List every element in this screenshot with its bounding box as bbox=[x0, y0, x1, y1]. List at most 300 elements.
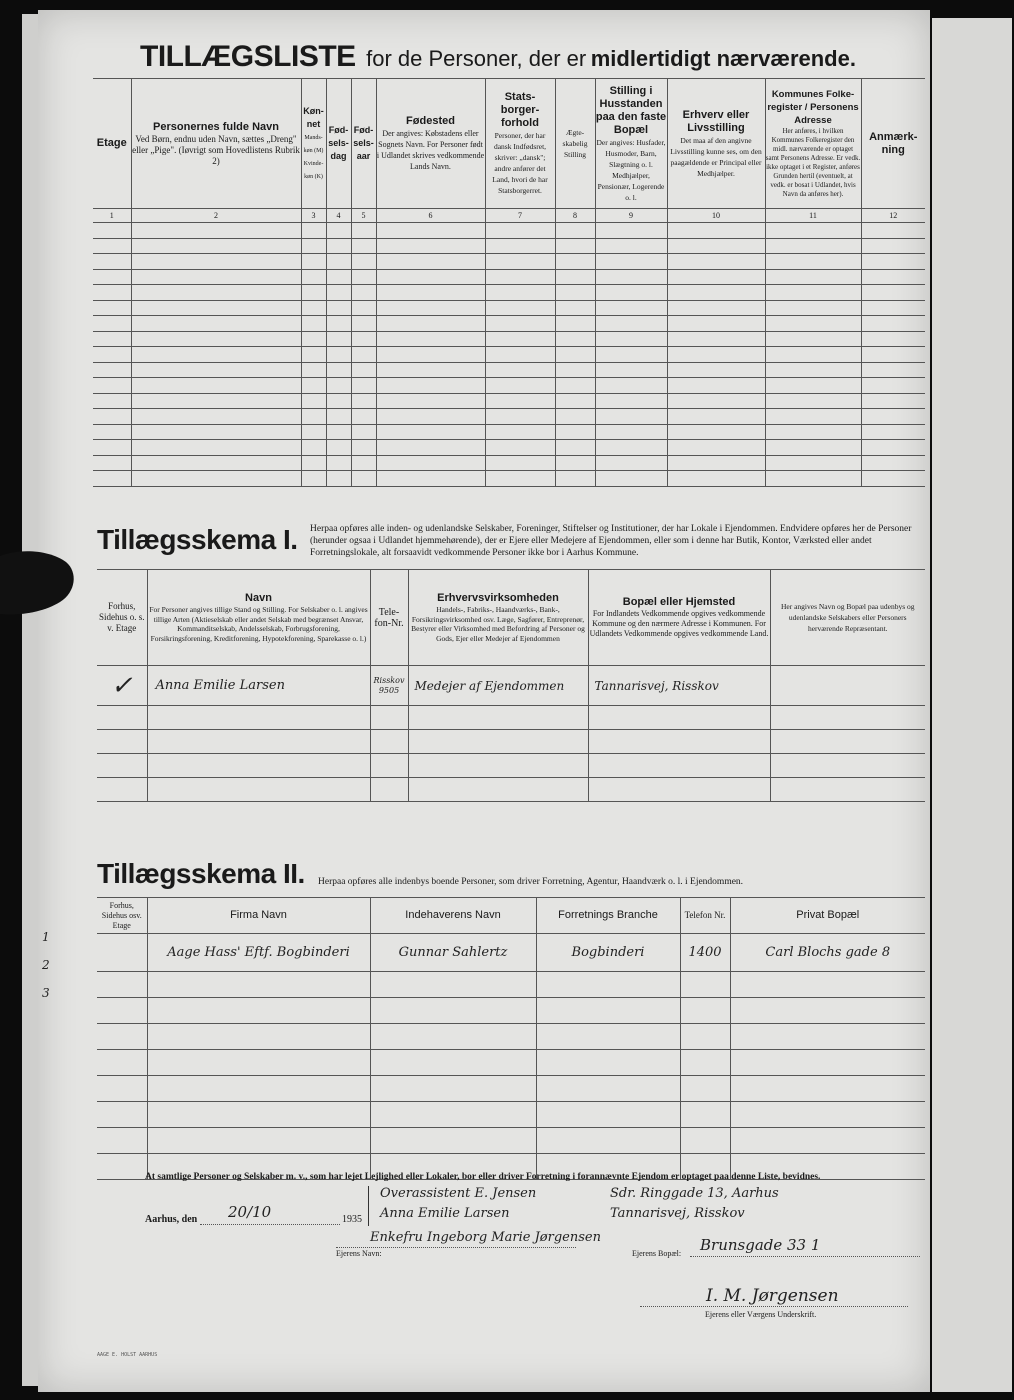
table-row bbox=[93, 424, 925, 440]
margin-mark: 3 bbox=[42, 986, 50, 1000]
table-cell bbox=[765, 223, 861, 239]
table-cell bbox=[351, 362, 376, 378]
skema1-erhverv-cell: Medejer af Ejendommen bbox=[408, 666, 588, 706]
table-cell bbox=[351, 269, 376, 285]
table-cell bbox=[376, 269, 485, 285]
table-row bbox=[93, 285, 925, 301]
col-number: 5 bbox=[351, 209, 376, 223]
table-cell bbox=[667, 254, 765, 270]
table-cell bbox=[376, 347, 485, 363]
table-cell bbox=[131, 440, 301, 456]
skema1-title: Tillægsskema I. bbox=[97, 524, 298, 555]
form-title-main: TILLÆGSLISTE bbox=[140, 40, 356, 73]
table-row bbox=[93, 223, 925, 239]
table-cell bbox=[97, 1050, 147, 1076]
table-cell bbox=[765, 424, 861, 440]
signatory-1: Overassistent E. Jensen bbox=[380, 1186, 537, 1201]
table-cell bbox=[730, 972, 925, 998]
table-cell bbox=[351, 223, 376, 239]
skema1-header bbox=[97, 570, 925, 666]
table-cell bbox=[408, 778, 588, 802]
form-title bbox=[140, 40, 900, 74]
table-cell bbox=[301, 424, 326, 440]
form-title-rest-bold: midlertidigt nærværende. bbox=[590, 46, 856, 71]
table-cell bbox=[301, 238, 326, 254]
col-number: 8 bbox=[555, 209, 595, 223]
table-cell bbox=[93, 300, 131, 316]
table-cell bbox=[131, 424, 301, 440]
skema1-col-header: Tele-fon-Nr. bbox=[370, 570, 408, 666]
table-row bbox=[93, 331, 925, 347]
table-cell bbox=[667, 440, 765, 456]
table-cell bbox=[147, 706, 370, 730]
skema2-telefon-cell: 1400 bbox=[680, 934, 730, 972]
table-cell bbox=[485, 223, 555, 239]
table-cell bbox=[680, 1128, 730, 1154]
table-cell bbox=[555, 455, 595, 471]
skema1-navn-cell: Anna Emilie Larsen bbox=[147, 666, 370, 706]
table-cell bbox=[730, 998, 925, 1024]
table-cell bbox=[147, 778, 370, 802]
table-cell bbox=[376, 440, 485, 456]
table-cell bbox=[861, 316, 925, 332]
table-cell bbox=[861, 393, 925, 409]
table-cell bbox=[667, 362, 765, 378]
skema1-col-header: Navn For Personer angives tillige Stand og Stilling. For Selskaber o. l. angives tillige Arten (Aktieselskab eller andet Selskab med begrænset Ansvar, Kommanditselskab, Andelsselskab, Forbrugsforening, Forsikringsforening, Kreditforening, Hypotekforening, Sparekasse o. l.) bbox=[147, 570, 370, 666]
table-cell bbox=[147, 730, 370, 754]
table-cell bbox=[555, 440, 595, 456]
table-cell bbox=[536, 1024, 680, 1050]
table-cell bbox=[326, 269, 351, 285]
table-cell bbox=[376, 471, 485, 487]
skema2-branche-cell: Bogbinderi bbox=[536, 934, 680, 972]
table-cell bbox=[555, 331, 595, 347]
table-cell bbox=[131, 254, 301, 270]
table-cell bbox=[555, 424, 595, 440]
table-cell bbox=[351, 300, 376, 316]
table-cell bbox=[595, 316, 667, 332]
table-cell bbox=[667, 471, 765, 487]
table-cell bbox=[730, 1050, 925, 1076]
table-cell bbox=[555, 238, 595, 254]
table-cell bbox=[370, 998, 536, 1024]
col-number: 4 bbox=[326, 209, 351, 223]
table-row bbox=[97, 934, 925, 972]
table-cell bbox=[351, 238, 376, 254]
table-cell bbox=[536, 1128, 680, 1154]
table-cell bbox=[351, 424, 376, 440]
footer-year: 1935 bbox=[342, 1214, 362, 1225]
table-cell bbox=[667, 331, 765, 347]
table-row bbox=[93, 316, 925, 332]
table-cell bbox=[351, 285, 376, 301]
table-cell bbox=[301, 331, 326, 347]
table-cell bbox=[667, 223, 765, 239]
table-cell bbox=[861, 347, 925, 363]
table-cell bbox=[485, 331, 555, 347]
table-cell bbox=[131, 393, 301, 409]
table-cell bbox=[555, 285, 595, 301]
table-cell bbox=[351, 471, 376, 487]
table-cell bbox=[861, 471, 925, 487]
table-cell bbox=[765, 471, 861, 487]
table-row bbox=[93, 471, 925, 487]
table-cell bbox=[131, 316, 301, 332]
table-cell bbox=[765, 378, 861, 394]
table-cell bbox=[595, 471, 667, 487]
table-cell bbox=[326, 331, 351, 347]
table-row bbox=[93, 269, 925, 285]
skema1-col-header: Bopæl eller Hjemsted For Indlandets Vedkommende opgives vedkommende Kommune og den nærmere Adresse i Kommunen. For Udlandets Vedkommende opgives vedkommende Land. bbox=[588, 570, 770, 666]
table-cell bbox=[147, 754, 370, 778]
table-cell bbox=[765, 347, 861, 363]
table-cell bbox=[370, 706, 408, 730]
table-cell bbox=[370, 1024, 536, 1050]
table-cell bbox=[765, 440, 861, 456]
table-cell bbox=[376, 223, 485, 239]
col-number: 9 bbox=[595, 209, 667, 223]
table-cell bbox=[588, 730, 770, 754]
col-number: 1 bbox=[93, 209, 131, 223]
table-cell bbox=[376, 409, 485, 425]
table-cell bbox=[667, 455, 765, 471]
table-cell bbox=[485, 285, 555, 301]
table-cell bbox=[555, 347, 595, 363]
table-cell bbox=[131, 362, 301, 378]
table-cell bbox=[376, 393, 485, 409]
skema2-col-header: Privat Bopæl bbox=[730, 898, 925, 934]
table-cell bbox=[485, 424, 555, 440]
table-cell bbox=[595, 409, 667, 425]
table-cell bbox=[680, 1050, 730, 1076]
table-cell bbox=[326, 424, 351, 440]
table-cell bbox=[93, 393, 131, 409]
table-cell bbox=[93, 316, 131, 332]
table-cell bbox=[351, 378, 376, 394]
table-cell bbox=[376, 285, 485, 301]
table-cell bbox=[147, 972, 370, 998]
table-cell bbox=[93, 424, 131, 440]
table-cell bbox=[861, 254, 925, 270]
main-col-header: Anmærk-ning bbox=[861, 79, 925, 209]
brace-mark bbox=[368, 1186, 375, 1226]
table-cell bbox=[376, 378, 485, 394]
table-cell bbox=[147, 1102, 370, 1128]
skema2-col-header: Forretnings Branche bbox=[536, 898, 680, 934]
table-cell bbox=[861, 285, 925, 301]
table-cell bbox=[680, 1024, 730, 1050]
owner-address-line bbox=[690, 1256, 920, 1257]
table-cell bbox=[301, 347, 326, 363]
table-row bbox=[97, 1102, 925, 1128]
table-cell bbox=[301, 362, 326, 378]
margin-mark: 1 bbox=[42, 930, 50, 944]
signature-label: Ejerens eller Værgens Underskrift. bbox=[705, 1310, 817, 1319]
margin-mark: 2 bbox=[42, 958, 50, 972]
table-cell bbox=[301, 455, 326, 471]
skema2-intro: Herpaa opføres alle indenbys boende Personer, som driver Forretning, Agentur, Haandværk o. l. i Ejendommen. bbox=[318, 877, 744, 887]
table-row bbox=[93, 238, 925, 254]
main-col-header: Kommunes Folke-register / Personens Adresse Her anføres, i hvilken Kommunes Folkeregister den midl. nærværende er optaget samt Personens Adresse. Er vedk. ikke optaget i et Register, anføres Grunden hertil (eventuelt, at vedk. er bosat i Udlandet, hvis Navn da anføres her). bbox=[765, 79, 861, 209]
table-cell bbox=[131, 347, 301, 363]
table-cell bbox=[351, 409, 376, 425]
table-cell bbox=[485, 347, 555, 363]
table-cell bbox=[770, 730, 925, 754]
next-page-strip bbox=[932, 18, 1012, 1392]
table-cell bbox=[131, 331, 301, 347]
table-cell bbox=[667, 269, 765, 285]
table-row bbox=[97, 1024, 925, 1050]
table-cell bbox=[93, 254, 131, 270]
main-col-header: Etage bbox=[93, 79, 131, 209]
table-cell bbox=[131, 285, 301, 301]
table-cell bbox=[131, 409, 301, 425]
table-cell bbox=[770, 754, 925, 778]
footer-statement: At samtlige Personer og Selskaber m. v., som har lejet Lejlighed eller Lokaler, bor eller driver Forretning i forannævnte Ejendom er optaget paa denne Liste, bevidnes. bbox=[145, 1172, 821, 1182]
table-cell bbox=[595, 455, 667, 471]
table-cell bbox=[555, 409, 595, 425]
owner-name-line bbox=[336, 1247, 576, 1248]
table-row bbox=[93, 300, 925, 316]
table-cell bbox=[588, 778, 770, 802]
table-cell bbox=[370, 754, 408, 778]
table-cell bbox=[861, 238, 925, 254]
table-cell bbox=[485, 471, 555, 487]
table-cell bbox=[351, 455, 376, 471]
table-cell bbox=[667, 393, 765, 409]
table-cell bbox=[555, 254, 595, 270]
table-row bbox=[97, 754, 925, 778]
main-col-numbers bbox=[93, 209, 925, 223]
table-cell bbox=[97, 706, 147, 730]
table-cell bbox=[301, 471, 326, 487]
table-cell bbox=[667, 316, 765, 332]
table-cell bbox=[93, 455, 131, 471]
table-cell bbox=[667, 300, 765, 316]
skema1-rep-cell bbox=[770, 666, 925, 706]
table-cell bbox=[326, 285, 351, 301]
table-cell bbox=[131, 471, 301, 487]
table-row bbox=[97, 972, 925, 998]
table-cell bbox=[765, 300, 861, 316]
table-cell bbox=[326, 254, 351, 270]
clip-shadow bbox=[0, 548, 80, 628]
table-cell bbox=[93, 285, 131, 301]
table-cell bbox=[301, 378, 326, 394]
table-row bbox=[97, 666, 925, 706]
table-row bbox=[97, 1076, 925, 1102]
table-cell bbox=[485, 409, 555, 425]
col-number: 3 bbox=[301, 209, 326, 223]
signatory-address-2: Tannarisvej, Risskov bbox=[610, 1206, 745, 1221]
table-cell bbox=[680, 1076, 730, 1102]
owner-name-label: Ejerens Navn: bbox=[336, 1249, 382, 1258]
table-cell bbox=[595, 362, 667, 378]
table-row bbox=[93, 409, 925, 425]
table-cell bbox=[376, 362, 485, 378]
table-row bbox=[93, 254, 925, 270]
table-row bbox=[93, 440, 925, 456]
table-cell bbox=[97, 754, 147, 778]
table-cell bbox=[680, 998, 730, 1024]
table-row bbox=[97, 998, 925, 1024]
table-cell bbox=[301, 254, 326, 270]
table-cell bbox=[588, 754, 770, 778]
signatory-2: Anna Emilie Larsen bbox=[380, 1206, 510, 1221]
table-cell bbox=[765, 409, 861, 425]
col-number: 6 bbox=[376, 209, 485, 223]
table-cell bbox=[93, 223, 131, 239]
table-cell bbox=[595, 223, 667, 239]
table-cell bbox=[301, 316, 326, 332]
col-number: 12 bbox=[861, 209, 925, 223]
date-line bbox=[200, 1224, 340, 1225]
table-cell bbox=[370, 1102, 536, 1128]
check-mark: ✓ bbox=[97, 666, 147, 706]
table-cell bbox=[97, 1076, 147, 1102]
form-title-rest: for de Personer, der er bbox=[366, 46, 587, 71]
table-cell bbox=[595, 254, 667, 270]
col-number: 11 bbox=[765, 209, 861, 223]
table-row bbox=[97, 778, 925, 802]
table-cell bbox=[370, 1128, 536, 1154]
table-cell bbox=[351, 316, 376, 332]
table-cell bbox=[770, 778, 925, 802]
table-cell bbox=[408, 730, 588, 754]
table-cell bbox=[555, 362, 595, 378]
skema2-indehaver-cell: Gunnar Sahlertz bbox=[370, 934, 536, 972]
main-table-header bbox=[93, 79, 925, 209]
table-cell bbox=[301, 409, 326, 425]
owner-address-label: Ejerens Bopæl: bbox=[632, 1249, 682, 1258]
table-cell bbox=[667, 409, 765, 425]
table-cell bbox=[595, 393, 667, 409]
table-cell bbox=[555, 269, 595, 285]
table-cell bbox=[97, 1024, 147, 1050]
table-cell bbox=[485, 362, 555, 378]
signatory-address-1: Sdr. Ringgade 13, Aarhus bbox=[610, 1186, 779, 1201]
table-cell bbox=[730, 1102, 925, 1128]
table-cell bbox=[376, 238, 485, 254]
skema1-col-header: Her angives Navn og Bopæl paa udenbys og udenlandske Selskabers eller Personers herværende Repræsentant. bbox=[770, 570, 925, 666]
col-number: 10 bbox=[667, 209, 765, 223]
table-cell bbox=[536, 972, 680, 998]
table-row bbox=[97, 730, 925, 754]
table-cell bbox=[765, 393, 861, 409]
table-cell bbox=[861, 440, 925, 456]
table-cell bbox=[667, 347, 765, 363]
table-cell bbox=[485, 316, 555, 332]
table-cell bbox=[97, 778, 147, 802]
table-cell bbox=[370, 1076, 536, 1102]
table-cell bbox=[131, 238, 301, 254]
table-cell bbox=[147, 998, 370, 1024]
skema1-bopael-cell: Tannarisvej, Risskov bbox=[588, 666, 770, 706]
printer-mark: AAGE E. HOLST AARHUS bbox=[97, 1352, 158, 1358]
table-cell bbox=[93, 409, 131, 425]
table-cell bbox=[861, 300, 925, 316]
table-cell bbox=[370, 778, 408, 802]
table-cell bbox=[485, 440, 555, 456]
table-cell bbox=[301, 285, 326, 301]
table-cell bbox=[147, 1076, 370, 1102]
table-cell bbox=[326, 223, 351, 239]
table-cell bbox=[351, 331, 376, 347]
table-cell bbox=[555, 378, 595, 394]
table-cell bbox=[485, 455, 555, 471]
table-cell bbox=[97, 998, 147, 1024]
table-cell bbox=[301, 269, 326, 285]
table-cell bbox=[351, 440, 376, 456]
table-cell bbox=[147, 1024, 370, 1050]
footer-date: 20/10 bbox=[228, 1203, 272, 1221]
table-cell bbox=[730, 1128, 925, 1154]
table-cell bbox=[376, 424, 485, 440]
table-cell bbox=[93, 471, 131, 487]
skema1-col-header: Forhus, Sidehus o. s. v. Etage bbox=[97, 570, 147, 666]
table-cell bbox=[376, 455, 485, 471]
table-cell bbox=[147, 1050, 370, 1076]
table-cell bbox=[326, 362, 351, 378]
table-cell bbox=[131, 269, 301, 285]
table-cell bbox=[680, 1102, 730, 1128]
table-cell bbox=[730, 1076, 925, 1102]
main-col-header: Personernes fulde Navn Ved Børn, endnu uden Navn, sættes „Dreng" eller „Pige". (Iøvrigt som Hovedlistens Rubrik 2) bbox=[131, 79, 301, 209]
table-row bbox=[93, 393, 925, 409]
table-cell bbox=[555, 393, 595, 409]
table-row bbox=[97, 706, 925, 730]
main-col-header: Fødested Der angives: Købstadens eller Sognets Navn. For Personer født i Udlandet skrives vedkommende Lands Navn. bbox=[376, 79, 485, 209]
table-cell bbox=[370, 730, 408, 754]
table-cell bbox=[97, 972, 147, 998]
skema1-col-header: Erhvervsvirksomheden Handels-, Fabriks-, Haandværks-, Bank-, Forsikringsvirksomhed osv. Læge, Sagfører, Entreprenør, Bestyrer eller Virksomhed med Befordring af Personer og Gods, Ejer eller Medejer af Ejendommen bbox=[408, 570, 588, 666]
owner-name: Enkefru Ingeborg Marie Jørgensen bbox=[370, 1230, 601, 1245]
skema2-col-header: Forhus, Sidehus osv. Etage bbox=[97, 898, 147, 934]
skema2-bopael-cell: Carl Blochs gade 8 bbox=[730, 934, 925, 972]
table-cell bbox=[485, 238, 555, 254]
table-cell bbox=[370, 1050, 536, 1076]
table-cell bbox=[326, 347, 351, 363]
skema2-col-header: Indehaverens Navn bbox=[370, 898, 536, 934]
skema1-telefon-cell: Risskov 9505 bbox=[370, 666, 408, 706]
table-cell bbox=[326, 471, 351, 487]
table-cell bbox=[595, 347, 667, 363]
table-cell bbox=[131, 455, 301, 471]
skema2-etage-cell bbox=[97, 934, 147, 972]
table-cell bbox=[861, 269, 925, 285]
table-cell bbox=[93, 347, 131, 363]
table-cell bbox=[408, 754, 588, 778]
table-cell bbox=[765, 285, 861, 301]
table-cell bbox=[555, 300, 595, 316]
table-cell bbox=[97, 1102, 147, 1128]
table-cell bbox=[93, 238, 131, 254]
table-cell bbox=[97, 730, 147, 754]
table-cell bbox=[770, 706, 925, 730]
col-number: 2 bbox=[131, 209, 301, 223]
table-cell bbox=[376, 316, 485, 332]
table-cell bbox=[93, 440, 131, 456]
table-cell bbox=[301, 223, 326, 239]
main-col-header: Køn-net Mands-køn (M) Kvinde-køn (K) bbox=[301, 79, 326, 209]
table-cell bbox=[536, 998, 680, 1024]
main-col-header: Stats-borger-forhold Personer, der har dansk Indfødsret, skriver: „dansk"; andre anfører det Land, hvori de har Statsborgerret. bbox=[485, 79, 555, 209]
table-row bbox=[93, 378, 925, 394]
table-cell bbox=[351, 254, 376, 270]
table-cell bbox=[326, 455, 351, 471]
table-cell bbox=[765, 362, 861, 378]
main-col-header: Stilling i Husstanden paa den faste Bopæl Der angives: Husfader, Husmoder, Barn, Slægtning o. l. Medhjælper, Pensionær, Logerende o. l. bbox=[595, 79, 667, 209]
